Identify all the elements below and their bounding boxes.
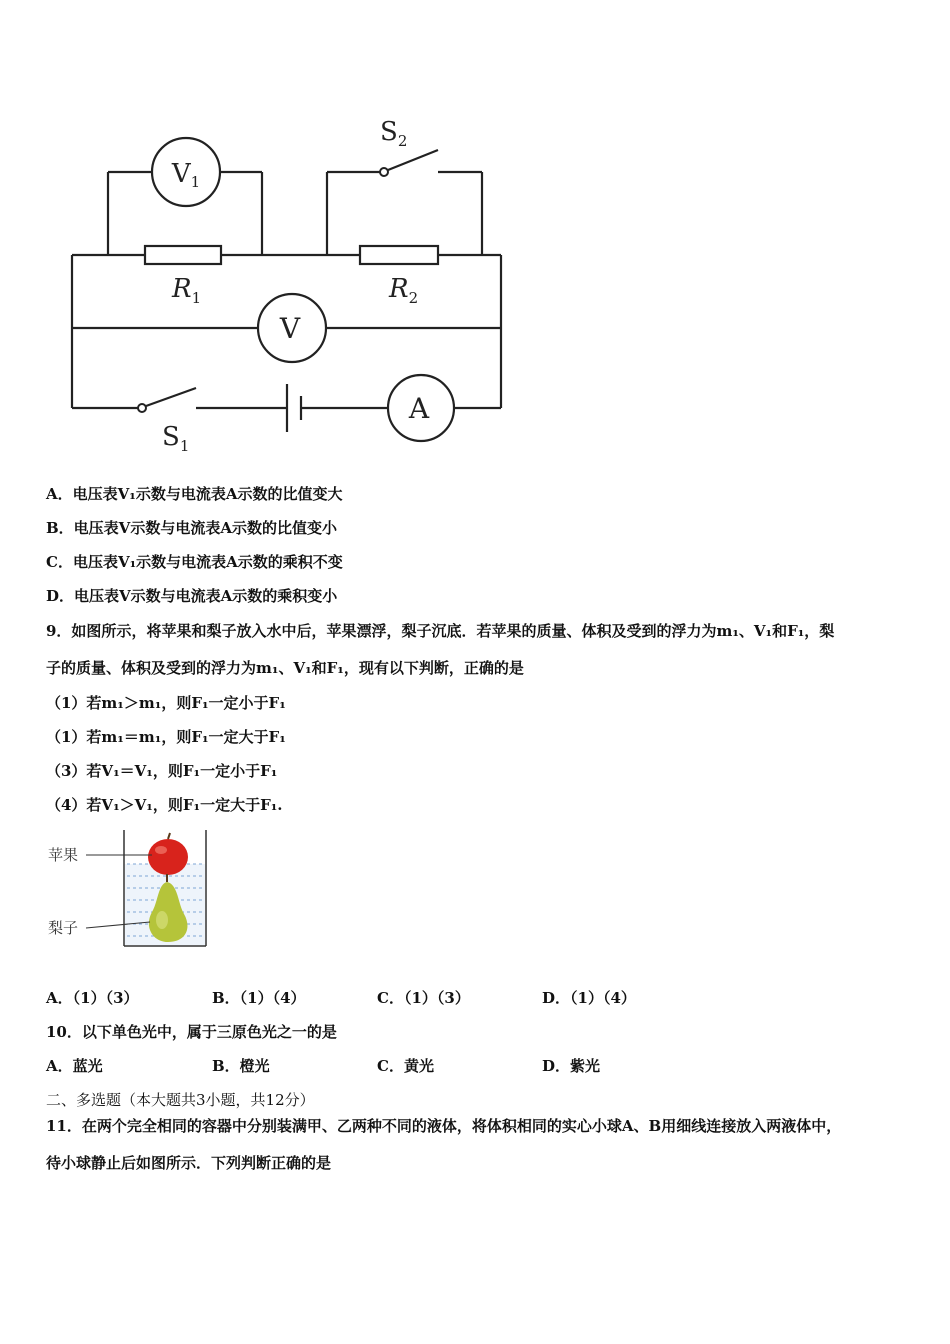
- q11-stem-line1: 11．在两个完全相同的容器中分别装满甲、乙两种不同的液体，将体积相同的实心小球A、B用细线连接放入两液体中，: [46, 1117, 842, 1135]
- resistor-r2: [360, 246, 438, 264]
- q9-option-b: B．（1）（4）: [212, 989, 306, 1007]
- q9-stem-line1: 9．如图所示，将苹果和梨子放入水中后，苹果漂浮，梨子沉底．若苹果的质量、体积及受到的浮力为m₁、V₁和F₁，梨: [46, 622, 835, 640]
- apple-icon: [148, 833, 188, 875]
- apple-pear-figure: [40, 824, 220, 954]
- q9-option-a: A．（1）（3）: [46, 989, 139, 1007]
- q9-stem-line2: 子的质量、体积及受到的浮力为m₁、V₁和F₁，现有以下判断，正确的是: [46, 659, 524, 677]
- q10-option-c: C．黄光: [377, 1057, 434, 1075]
- q8-option-d: D．电压表V示数与电流表A示数的乘积变小: [46, 587, 338, 605]
- circuit-diagram: [0, 0, 950, 470]
- a-label: A: [408, 392, 430, 425]
- q10-options: [46, 1056, 906, 1076]
- q9-option-d: D．（1）（4）: [542, 989, 636, 1007]
- section-title: 二、多选题（本大题共3小题，共12分）: [46, 1091, 315, 1109]
- resistor-r1: [145, 246, 221, 264]
- q9-judgment-3: （3）若V₁＝V₁，则F₁一定小于F₁: [46, 762, 278, 780]
- q9-judgment-1: （1）若m₁＞m₁，则F₁一定小于F₁: [46, 694, 286, 712]
- q10-stem: 10．以下单色光中，属于三原色光之一的是: [46, 1023, 337, 1041]
- q9-option-c: C．（1）（3）: [377, 989, 470, 1007]
- q8-option-c: C．电压表V₁示数与电流表A示数的乘积不变: [46, 553, 343, 571]
- r1-label: $R_1$: [172, 274, 202, 307]
- q10-option-d: D．紫光: [542, 1057, 601, 1075]
- pear-label: 梨子: [48, 919, 79, 937]
- q10-option-b: B．橙光: [212, 1057, 270, 1075]
- r2-label: $R_2$: [389, 274, 419, 307]
- s1-label: $S_1$: [162, 422, 190, 455]
- q9-judgment-4: （4）若V₁＞V₁，则F₁一定大于F₁.: [46, 796, 283, 814]
- s2-label: $S_2$: [380, 117, 408, 150]
- q8-option-b: B．电压表V示数与电流表A示数的比值变小: [46, 519, 337, 537]
- q10-option-a: A．蓝光: [46, 1057, 103, 1075]
- v-label: V: [279, 312, 301, 345]
- q8-option-a: A．电压表V₁示数与电流表A示数的比值变大: [46, 485, 343, 503]
- q11-stem-line2: 待小球静止后如图所示．下列判断正确的是: [46, 1154, 332, 1172]
- apple-label: 苹果: [48, 846, 79, 864]
- v1-label: V1: [171, 159, 201, 191]
- q9-options: [46, 988, 906, 1008]
- q9-judgment-2: （1）若m₁＝m₁，则F₁一定大于F₁: [46, 728, 286, 746]
